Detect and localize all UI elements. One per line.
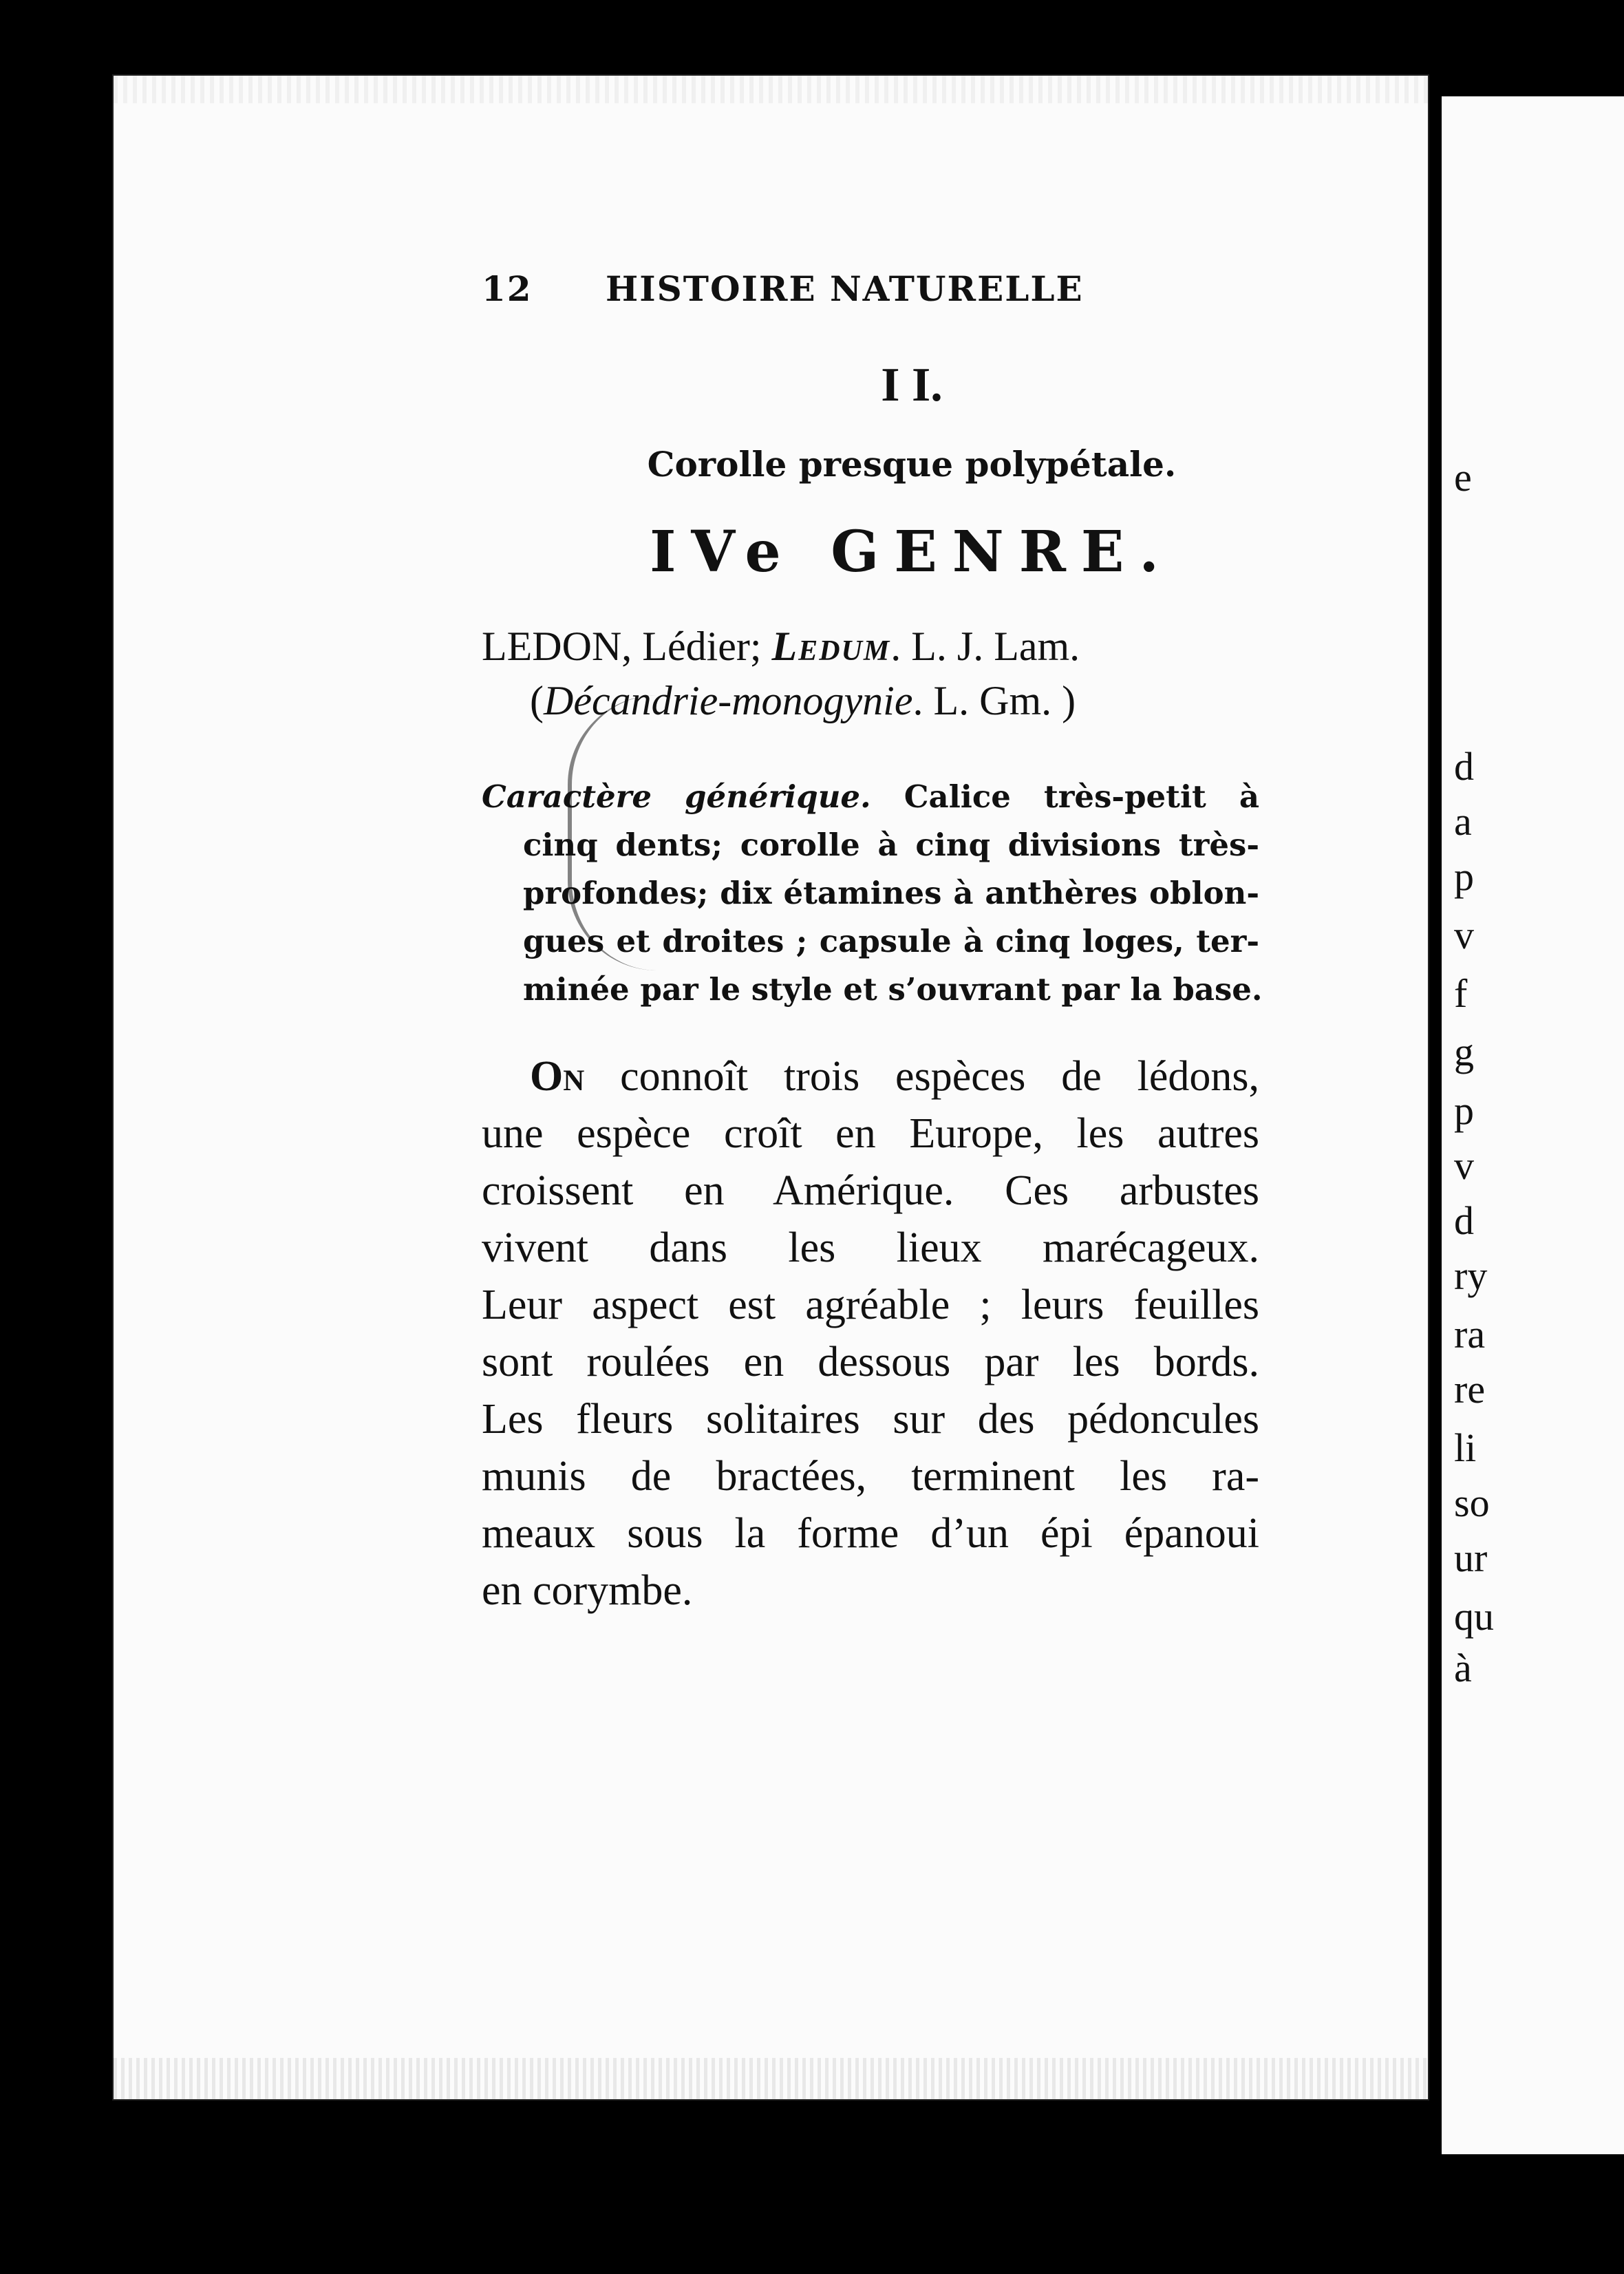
genus-references: . L. J. Lam. — [890, 624, 1080, 669]
body-paragraph — [482, 1048, 1259, 1619]
edge-letter: li — [1454, 1425, 1477, 1470]
character-label: Caractère générique. — [482, 778, 871, 815]
edge-letter: ry — [1454, 1253, 1488, 1298]
character-line: minée par le style et s’ouvrant par la base. — [523, 971, 1263, 1008]
body-line: Leur aspect est agréable ; leurs feuilles — [482, 1282, 1259, 1328]
facing-page-edge — [1442, 96, 1624, 2154]
dropcap-word: On — [530, 1053, 585, 1100]
section-title: Corolle presque polypétale. — [647, 444, 1177, 485]
edge-letter: v — [1454, 1143, 1474, 1188]
edge-letter: a — [1454, 799, 1472, 844]
edge-letter: ur — [1454, 1536, 1488, 1580]
generic-character — [482, 773, 1263, 1014]
classification-name: Décandrie-monogynie — [543, 678, 913, 723]
edge-letter: p — [1454, 854, 1474, 899]
edge-letter: v — [1454, 913, 1474, 957]
edge-letter: qu — [1454, 1594, 1494, 1639]
edge-letter: p — [1454, 1088, 1474, 1133]
body-line: une espèce croît en Europe, les autres — [482, 1110, 1259, 1157]
classification-references: . L. Gm. ) — [912, 678, 1076, 723]
character-line: cinq dents; corolle à cinq divisions très- — [523, 827, 1259, 863]
page-number: 12 — [482, 268, 533, 309]
edge-letter: d — [1454, 1198, 1474, 1243]
edge-letter: e — [1454, 455, 1472, 500]
body-line: munis de bractées, terminent les ra- — [482, 1453, 1259, 1500]
genus-common-name: , Lédier; — [621, 624, 772, 669]
character-line: Caractère générique. Calice très-petit à — [482, 778, 1260, 815]
edge-letter: à — [1454, 1646, 1472, 1690]
body-line: meaux sous la forme d’un épi épanoui — [482, 1510, 1259, 1557]
edge-letter: g — [1454, 1030, 1474, 1074]
genre-heading: IVe GENRE. — [650, 519, 1174, 585]
body-line: croissent en Amérique. Ces arbustes — [482, 1167, 1259, 1214]
edge-letter: re — [1454, 1367, 1486, 1412]
genus-french-name: LEDON — [482, 624, 622, 669]
body-line: On connoît trois espèces de lédons, — [530, 1053, 1259, 1100]
genus-line — [482, 623, 1259, 670]
section-number: I I. — [881, 359, 943, 412]
running-head — [482, 268, 1259, 323]
edge-letter: so — [1454, 1480, 1490, 1525]
page-content — [482, 268, 1263, 1619]
genus-latin-name: Ledum — [771, 624, 891, 669]
body-line: sont roulées en dessous par les bords. — [482, 1339, 1259, 1385]
running-title: HISTOIRE NATURELLE — [606, 268, 1084, 309]
body-line: Les fleurs solitaires sur des pédoncules — [482, 1396, 1259, 1443]
edge-letter: ra — [1454, 1312, 1486, 1357]
character-line: gues et droites ; capsule à cinq loges, ter- — [523, 923, 1259, 959]
classification-line — [482, 677, 1259, 725]
classification-open-paren: ( — [530, 678, 544, 723]
edge-letter: f — [1454, 971, 1468, 1016]
body-line: vivent dans les lieux marécageux. — [482, 1224, 1259, 1271]
body-line: en corymbe. — [482, 1567, 693, 1614]
character-line: profondes; dix étamines à anthères oblon- — [523, 875, 1259, 911]
edge-letter: d — [1454, 744, 1474, 789]
